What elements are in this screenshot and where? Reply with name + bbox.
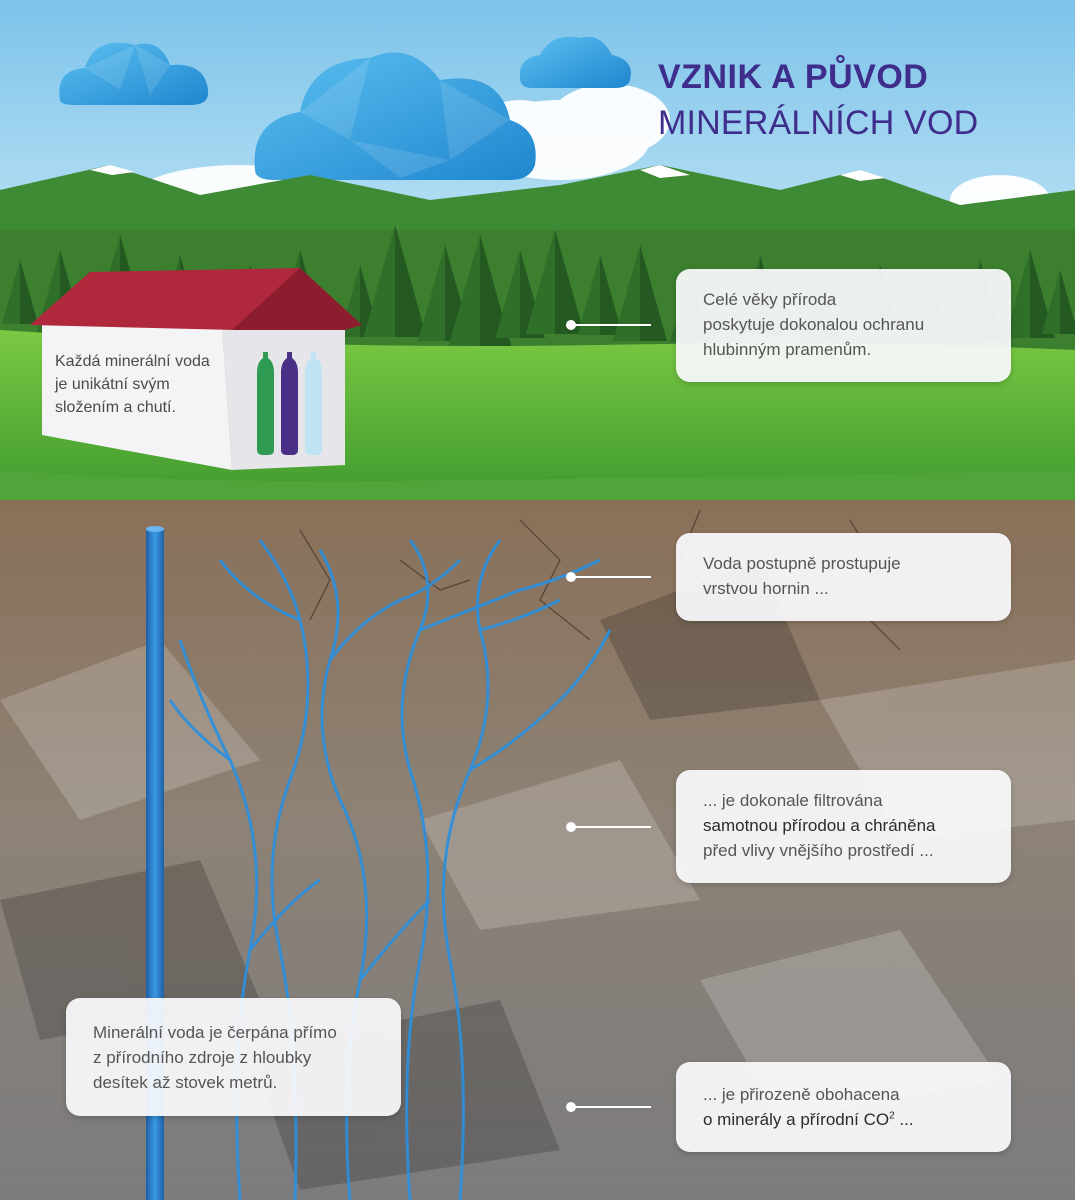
callout-line: před vlivy vnějšího prostředí ... bbox=[703, 841, 934, 860]
house-caption-line: složením a chutí. bbox=[55, 399, 176, 416]
house-caption-line: je unikátní svým bbox=[55, 376, 170, 393]
callout-protection bbox=[676, 269, 1011, 382]
house-caption-line: Každá minerální voda bbox=[55, 353, 210, 370]
callout-connector bbox=[571, 576, 651, 578]
bottle-icon bbox=[305, 352, 322, 455]
callout-filtration bbox=[676, 770, 1011, 883]
pump-caption bbox=[66, 998, 401, 1116]
co2-tail: ... bbox=[894, 1110, 914, 1129]
title-line-2: MINERÁLNÍCH VOD bbox=[658, 104, 979, 142]
pump-caption-line: Minerální voda je čerpána přímo bbox=[93, 1023, 337, 1042]
callout-connector bbox=[571, 324, 651, 326]
callout-line bbox=[703, 1107, 1011, 1132]
pipe-top bbox=[146, 526, 164, 532]
callout-line: Celé věky příroda bbox=[703, 290, 837, 309]
callout-line: vrstvou hornin ... bbox=[703, 579, 829, 598]
page-title bbox=[658, 60, 978, 140]
house-caption bbox=[55, 350, 210, 419]
callout-percolation bbox=[676, 533, 1011, 621]
callout-line: ... je dokonale filtrována bbox=[703, 791, 883, 810]
co2-subscript: 2 bbox=[889, 1110, 895, 1122]
callout-line: ... je přirozeně obohacena bbox=[703, 1085, 900, 1104]
callout-connector bbox=[571, 1106, 651, 1108]
bottle-icon bbox=[281, 352, 298, 455]
title-line-1: VZNIK A PŮVOD bbox=[658, 58, 929, 96]
pump-caption-line: z přírodního zdroje z hloubky bbox=[93, 1048, 312, 1067]
bottle-icon bbox=[257, 352, 274, 455]
pump-caption-line: desítek až stovek metrů. bbox=[93, 1073, 278, 1092]
callout-line: hlubinným pramenům. bbox=[703, 340, 872, 359]
callout-line: samotnou přírodou a chráněna bbox=[703, 816, 936, 835]
callout-line: poskytuje dokonalou ochranu bbox=[703, 315, 925, 334]
callout-connector bbox=[571, 826, 651, 828]
callout-enrichment bbox=[676, 1062, 1011, 1152]
co2-text: o minerály a přírodní CO bbox=[703, 1110, 890, 1129]
callout-line: Voda postupně prostupuje bbox=[703, 554, 901, 573]
